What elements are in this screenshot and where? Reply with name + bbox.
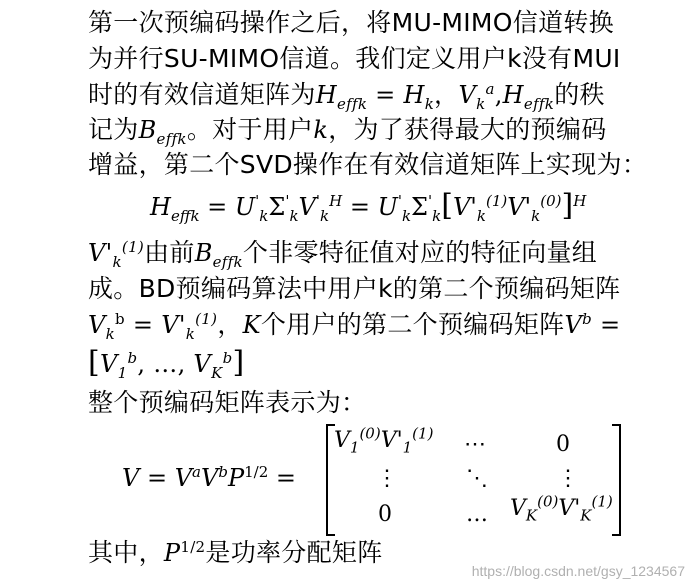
paragraph1-line4-math1: $B_{effk}$ <box>138 116 187 148</box>
matrix-cell-r3c2: … <box>466 502 488 527</box>
paragraph2-line4-math: [$V_1^b$, …, $V_K^b$] <box>88 345 245 382</box>
closing-text1: 其中， <box>88 538 164 567</box>
paragraph2-line5: 整个预编码矩阵表示为： <box>88 388 367 417</box>
paragraph2-line1-math: $V'_k^{(1)}$ <box>88 238 145 271</box>
paragraph1-line4-text1: 记为 <box>88 115 139 144</box>
paragraph1-line4 <box>88 113 607 147</box>
closing-line <box>88 536 383 570</box>
matrix-cell-r1c1: $V_1^{(0)}V'_1^{(1)}$ <box>334 424 434 457</box>
paragraph2-line3 <box>88 308 620 342</box>
matrix-cell-r2c3: ⋮ <box>557 466 579 491</box>
paragraph1-line2: 为并行SU-MIMO信道。我们定义用户k没有MUI <box>88 44 621 73</box>
matrix-cell-r3c1: 0 <box>378 502 392 527</box>
equation-precoding-lhs: $V = V^aV^bP^{1/2}$ = <box>122 463 296 492</box>
matrix-cell-r1c3: 0 <box>556 432 570 457</box>
closing-text2: 是功率分配矩阵 <box>205 538 383 567</box>
paragraph1-line5: 增益，第二个SVD操作在有效信道矩阵上实现为： <box>88 150 648 179</box>
paragraph1-line1: 第一次预编码操作之后，将MU-MIMO信道转换 <box>88 8 614 37</box>
paragraph2-line1-text2: 个非零特征值对应的特征向量组 <box>242 238 598 267</box>
paragraph2-line3-text1: ， <box>217 310 243 339</box>
matrix-right-bracket <box>612 424 621 536</box>
matrix-cell-r1c2: ⋯ <box>464 432 486 457</box>
paragraph1-line3-text1: 时的有效信道矩阵为 <box>88 80 316 109</box>
equation-svd: $H_{effk} = U'_k\Sigma'_kV'_k^H = U'_k\Sigma'_k[V'_k^{(1)}V'_k^{(0)}]^H$ <box>150 188 587 225</box>
paragraph2-line3-math3: $V^b$ = <box>564 310 621 339</box>
paragraph2-line3-text2: 个用户的第二个预编码矩阵 <box>260 310 565 339</box>
paragraph1-line3 <box>88 78 605 112</box>
paragraph2-line3-math1: $V_k^b = V'_k^{(1)}$ <box>88 310 218 343</box>
watermark: https://blog.csdn.net/gsy_1234567 <box>471 563 685 579</box>
paragraph1-line3-math: $H_{effk} = H_k$，$V_k^a,H_{effk}$ <box>315 80 555 113</box>
matrix-cell-r3c3: $V_K^{(0)}V'_K^{(1)}$ <box>510 492 613 525</box>
paragraph2-line1-math2: $B_{effk}$ <box>194 239 243 271</box>
matrix-cell-r2c1: ⋮ <box>376 466 398 491</box>
paragraph2-line3-math2: K <box>242 311 261 339</box>
paragraph2-line1 <box>88 236 597 270</box>
paragraph1-line4-text3: ，为了获得最大的预编码 <box>328 115 607 144</box>
paragraph2-line1-text1: 由前 <box>144 238 195 267</box>
paragraph2-line2: 成。BD预编码算法中用户k的第二个预编码矩阵 <box>88 274 621 303</box>
matrix-cell-r2c2: ⋱ <box>466 466 488 491</box>
closing-math: $P^{1/2}$ <box>163 538 206 567</box>
paragraph2-line4 <box>88 346 245 381</box>
paragraph1-line4-text2: 。对于用户 <box>186 115 314 144</box>
paragraph1-line3-text2: 的秩 <box>554 80 605 109</box>
paragraph1-line4-math2: k <box>313 116 329 144</box>
